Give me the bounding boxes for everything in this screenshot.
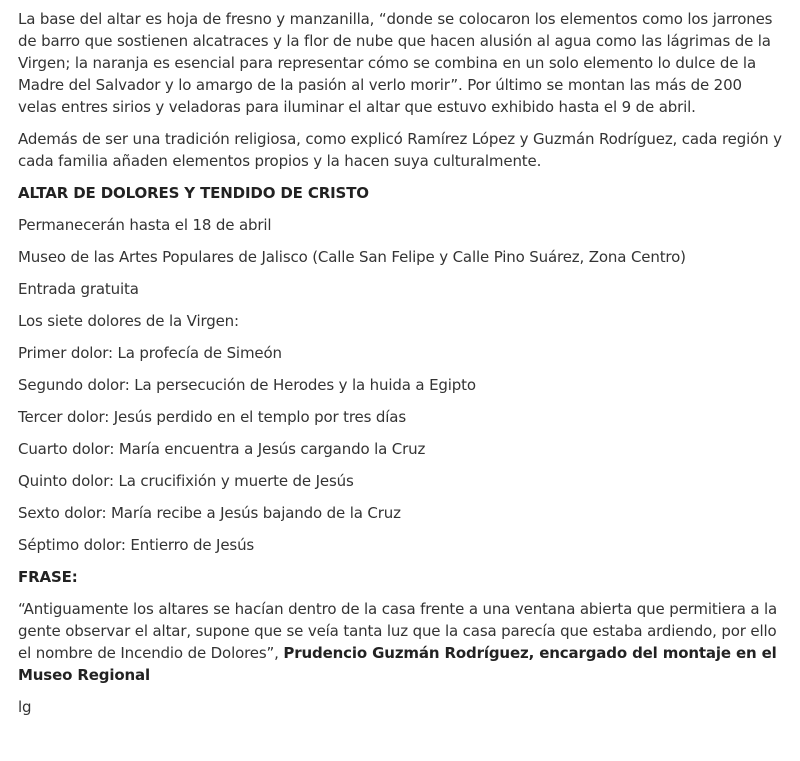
paragraph-tradition: Además de ser una tradición religiosa, como explicó Ramírez López y Guzmán Rodríguez, cada región y cada familia añaden elementos propios y la hacen suya culturalmente. <box>18 130 782 170</box>
quote-text: “Antiguamente los altares se hacían dentro de la casa frente a una ventana abierta que permitiera a la gente observar el altar, supone que se veía tanta luz que la casa parecía que estaba ardiendo, por ello el nombre de Incendio de Dolores”, <box>18 600 778 662</box>
info-dates: Permanecerán hasta el 18 de abril <box>18 216 272 234</box>
dolor-item: Cuarto dolor: María encuentra a Jesús cargando la Cruz <box>18 440 426 458</box>
author-signature: lg <box>18 698 32 716</box>
dolor-item: Quinto dolor: La crucifixión y muerte de Jesús <box>18 472 354 490</box>
dolor-item: Primer dolor: La profecía de Simeón <box>18 344 282 362</box>
info-location: Museo de las Artes Populares de Jalisco (Calle San Felipe y Calle Pino Suárez, Zona Centro) <box>18 248 686 266</box>
info-entry: Entrada gratuita <box>18 280 139 298</box>
dolor-item: Tercer dolor: Jesús perdido en el templo por tres días <box>18 408 407 426</box>
heading-frase: FRASE: <box>18 568 78 586</box>
dolores-intro: Los siete dolores de la Virgen: <box>18 312 239 330</box>
dolor-item: Sexto dolor: María recibe a Jesús bajando de la Cruz <box>18 504 401 522</box>
heading-altar: ALTAR DE DOLORES Y TENDIDO DE CRISTO <box>18 184 369 202</box>
paragraph-altar-description: La base del altar es hoja de fresno y manzanilla, “donde se colocaron los elementos como los jarrones de barro que sostienen alcatraces y la flor de nube que hacen alusión al agua como las lágrimas de la Virgen; la naranja es esencial para representar cómo se combina en un solo elemento lo dulce de la Madre del Salvador y lo amargo de la pasión al verlo morir”. Por último se montan las más de 200 velas entres sirios y veladoras para iluminar el altar que estuvo exhibido hasta el 9 de abril. <box>18 10 773 116</box>
dolor-item: Séptimo dolor: Entierro de Jesús <box>18 536 255 554</box>
quote-author: Prudencio Guzmán Rodríguez, encargado del montaje en el Museo Regional <box>18 644 777 684</box>
quote-paragraph <box>18 598 784 686</box>
dolor-item: Segundo dolor: La persecución de Herodes y la huida a Egipto <box>18 376 476 394</box>
